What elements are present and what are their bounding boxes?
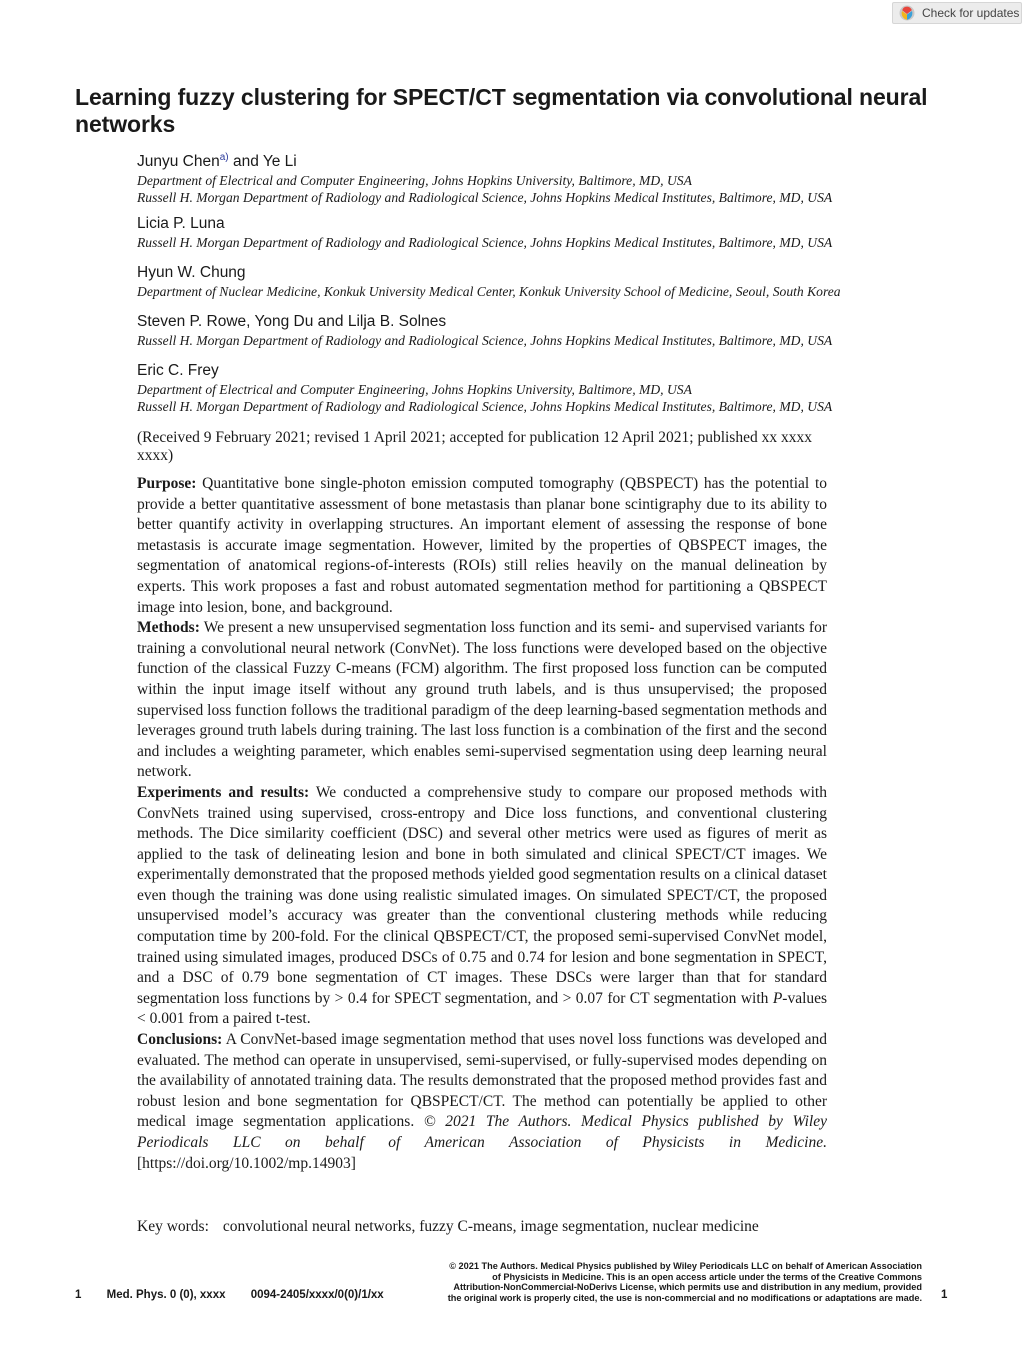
affiliation: Department of Electrical and Computer Engineering, Johns Hopkins University, Baltimore, MD, USA [137, 382, 692, 397]
author-group-1 [137, 148, 832, 206]
author-group-4 [137, 312, 832, 349]
author-group-3 [137, 263, 841, 300]
abstract-conclusions: Conclusions: A ConvNet-based image segmentation method that uses novel loss functions was developed and evaluated. The method can operate in unsupervised, semi-supervised, or fully-supervised modes depending on the availability of annotated training data. The results demonstrated that the proposed method provides fast and robust lesion and bone segmentation for QBSPECT/CT. The method can potentially be applied to other medical image segmentation applications. © 2021 The Authors. Medical Physics published by Wiley Periodicals LLC on behalf of American Association of Physicists in Medicine. [https://doi.org/10.1002/mp.14903] [137, 1031, 827, 1172]
affiliation: Department of Electrical and Computer Engineering, Johns Hopkins University, Baltimore, MD, USA [137, 173, 692, 189]
affiliation: Russell H. Morgan Department of Radiology and Radiological Science, Johns Hopkins Medical Institutes, Baltimore, MD, USA [137, 333, 833, 348]
license-notice: © 2021 The Authors. Medical Physics published by Wiley Periodicals LLC on behalf of American Association of Physicists in Medicine. This is an open access article under the terms of the Creative Commons Attribution-NonCommercial-NoDerivs License, which permits use and distribution in any medium, provided the original work is properly cited, the use is non-commercial and no modifications or adaptations are made. [447, 1261, 922, 1303]
paper-title: Learning fuzzy clustering for SPECT/CT segmentation via convolutional neural networks [75, 84, 928, 137]
affiliation: Russell H. Morgan Department of Radiology and Radiological Science, Johns Hopkins Medical Institutes, Baltimore, MD, USA [137, 399, 833, 414]
author-group-2 [137, 214, 832, 251]
keywords-label: Key words: [137, 1218, 209, 1235]
copyright-notice: © 2021 The Authors. Medical Physics published by Wiley Periodicals LLC on behalf of American Association of Physicists in Medicine. [137, 1113, 827, 1151]
issn: 0094-2405/xxxx/0(0)/1/xx [250, 1289, 384, 1301]
author-name: Junyu Chen$^{a)}$ and Ye Li [137, 152, 297, 171]
abstract-results: Experiments and results: We conducted a comprehensive study to compare our proposed methods with ConvNets trained using supervised, cross-entropy and Dice loss functions, and conventional clustering methods. The Dice similarity coefficient (DSC) and several other metrics were used as figures of merit as applied to the task of delineating lesion and bone in both simulated and clinical SPECT/CT images. We experimentally demonstrated that the proposed methods yielded good segmentation results on a clinical dataset even though the training was done using realistic simulated images. On simulated SPECT/CT, the proposed unsupervised model’s accuracy was greater than the conventional clustering methods while reducing computation time by 200-fold. For the clinical QBSPECT/CT, the proposed semi-supervised ConvNet model, trained using simulated images, produced DSCs of 0.75 and 0.74 for lesion and bone segmentation in SPECT, and a DSC of 0.79 bone segmentation of CT images. These DSCs were larger than that for standard segmentation loss functions by > 0.4 for SPECT segmentation, and > 0.07 for CT segmentation with P-values < 0.001 from a paired t-test. [137, 783, 828, 1028]
page-number-left: 1 [75, 1289, 82, 1301]
received-dates: (Received 9 February 2021; revised 1 April 2021; accepted for publication 12 April 2021; published xx xxxx xxxx) [137, 429, 812, 464]
author-name: Licia P. Luna [137, 215, 225, 232]
abstract [137, 474, 827, 1174]
abstract-methods: Methods: We present a new unsupervised segmentation loss function and its semi- and supervised variants for training a convolutional neural network (ConvNet). The loss functions were developed based on the objective function of the classical Fuzzy C-means (FCM) algorithm. The first proposed loss function can be computed within the input image itself without any ground truth labels, and is thus unsupervised; the proposed supervised loss function follows the traditional paradigm of the deep learning-based segmentation methods and leverages ground truth labels during training. The last loss function is a combination of the first and the second and includes a weighting parameter, which enables semi-supervised segmentation using deep learning neural network. [137, 619, 828, 781]
page-footer [75, 1289, 406, 1301]
check-for-updates-label: Check for updates [922, 6, 1020, 20]
section-label: Conclusions: [137, 1031, 223, 1049]
affiliation: Russell H. Morgan Department of Radiology and Radiological Science, Johns Hopkins Medical Institutes, Baltimore, MD, USA [137, 235, 833, 250]
section-label: Purpose: [137, 475, 197, 492]
check-for-updates-button[interactable] [892, 2, 1022, 24]
keywords-value: convolutional neural networks, fuzzy C-means, image segmentation, nuclear medicine [222, 1218, 759, 1235]
author-name: Eric C. Frey [137, 362, 219, 379]
journal-citation: Med. Phys. 0 (0), xxxx [106, 1289, 226, 1301]
abstract-purpose: Purpose: Quantitative bone single-photon emission computed tomography (QBSPECT) has the potential to provide a better quantitative assessment of bone metastasis than planar bone scintigraphy due to its ability to better quantify activity in overlapping structures. An important element of assessing the response of bone metastasis is accurate image segmentation. However, limited by the properties of QBSPECT images, the segmentation of anatomical regions-of-interests (ROIs) still relies heavily on the manual delineation by experts. This work proposes a fast and robust automated segmentation method for partitioning a QBSPECT image into lesion, bone, and background. [137, 475, 827, 616]
author-group-5 [137, 361, 832, 415]
author-name: Hyun W. Chung [137, 264, 246, 281]
section-label: Methods: [137, 619, 200, 637]
author-name: Steven P. Rowe, Yong Du and Lilja B. Solnes [137, 313, 447, 330]
section-label: Experiments and results: [137, 783, 310, 801]
author-footnote-marker[interactable]: a) [219, 152, 229, 163]
affiliation: Department of Nuclear Medicine, Konkuk University Medical Center, Konkuk University School of Medicine, Seoul, South Korea [137, 284, 841, 299]
keywords [137, 1218, 759, 1236]
affiliation: Russell H. Morgan Department of Radiology and Radiological Science, Johns Hopkins Medical Institutes, Baltimore, MD, USA [137, 190, 833, 206]
crossmark-icon [899, 5, 915, 21]
doi-link[interactable]: [https://doi.org/10.1002/mp.14903] [137, 1154, 356, 1172]
page-number-right: 1 [941, 1289, 948, 1301]
